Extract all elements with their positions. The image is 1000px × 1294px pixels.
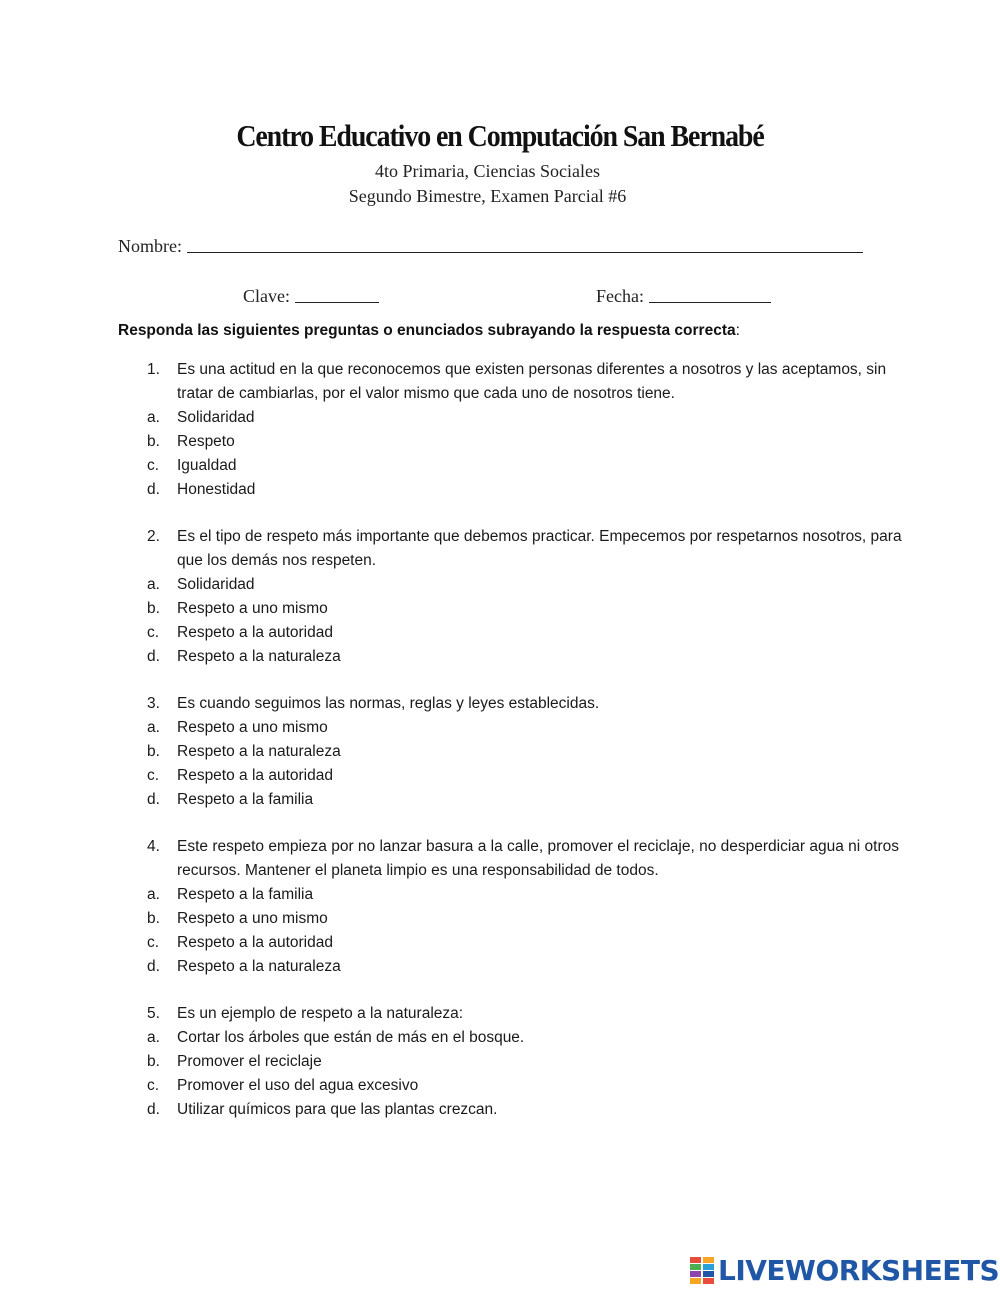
subtitle-grade-subject: 4to Primaria, Ciencias Sociales xyxy=(375,161,600,181)
nombre-label: Nombre: xyxy=(118,236,182,256)
option-text[interactable]: Respeto a la autoridad xyxy=(177,934,333,951)
option-letter: d. xyxy=(147,648,160,665)
fecha-blank-line[interactable] xyxy=(649,284,771,303)
answer-option[interactable] xyxy=(147,573,907,597)
option-letter: a. xyxy=(147,719,160,736)
option-text[interactable]: Respeto a la naturaleza xyxy=(177,958,341,975)
answer-option[interactable] xyxy=(147,454,907,478)
answer-option[interactable] xyxy=(147,788,907,812)
option-letter: d. xyxy=(147,481,160,498)
option-text[interactable]: Solidaridad xyxy=(177,409,255,426)
answer-option[interactable] xyxy=(147,883,907,907)
option-letter: d. xyxy=(147,1101,160,1118)
option-text[interactable]: Respeto a la autoridad xyxy=(177,624,333,641)
instructions-colon: : xyxy=(735,322,740,339)
question-2 xyxy=(147,525,907,669)
answer-option[interactable] xyxy=(147,478,907,502)
option-letter: b. xyxy=(147,743,160,760)
option-text[interactable]: Promover el uso del agua excesivo xyxy=(177,1077,419,1094)
option-letter: c. xyxy=(147,1077,160,1094)
fecha-field[interactable] xyxy=(596,284,771,307)
option-text[interactable]: Cortar los árboles que están de más en el bosque. xyxy=(177,1029,525,1046)
option-text[interactable]: Respeto a uno mismo xyxy=(177,600,328,617)
option-letter: a. xyxy=(147,576,160,593)
option-letter: a. xyxy=(147,886,160,903)
question-stem xyxy=(147,358,907,406)
liveworksheets-wordmark: LIVEWORKSHEETS xyxy=(718,1254,1000,1287)
answer-option[interactable] xyxy=(147,597,907,621)
answer-option[interactable] xyxy=(147,430,907,454)
option-text[interactable]: Respeto a la naturaleza xyxy=(177,743,341,760)
option-text[interactable]: Utilizar químicos para que las plantas crezcan. xyxy=(177,1101,498,1118)
question-number: 3. xyxy=(147,695,160,712)
answer-option[interactable] xyxy=(147,1026,907,1050)
option-letter: d. xyxy=(147,958,160,975)
question-number: 4. xyxy=(147,838,160,855)
question-number: 5. xyxy=(147,1005,160,1022)
question-stem xyxy=(147,525,907,573)
question-text: Es cuando seguimos las normas, reglas y leyes establecidas. xyxy=(177,695,600,712)
answer-option[interactable] xyxy=(147,955,907,979)
option-text[interactable]: Igualdad xyxy=(177,457,237,474)
question-text: Este respeto empieza por no lanzar basura a la calle, promover el reciclaje, no desperdiciar agua ni otros recursos. Mantener el planeta limpio es una responsabilidad de todos. xyxy=(177,838,899,879)
option-text[interactable]: Respeto a la familia xyxy=(177,791,314,808)
fecha-label: Fecha: xyxy=(596,286,644,306)
question-number: 1. xyxy=(147,361,160,378)
question-number: 2. xyxy=(147,528,160,545)
option-letter: a. xyxy=(147,1029,160,1046)
answer-option[interactable] xyxy=(147,1050,907,1074)
option-text[interactable]: Respeto a uno mismo xyxy=(177,910,328,927)
answer-option[interactable] xyxy=(147,621,907,645)
answer-option[interactable] xyxy=(147,907,907,931)
option-letter: c. xyxy=(147,457,160,474)
subtitle-exam: Segundo Bimestre, Examen Parcial #6 xyxy=(348,186,627,206)
option-letter: b. xyxy=(147,600,160,617)
question-5 xyxy=(147,1002,907,1122)
liveworksheets-logo xyxy=(690,1254,999,1287)
clave-label: Clave: xyxy=(243,286,290,306)
question-text: Es un ejemplo de respeto a la naturaleza: xyxy=(177,1005,464,1022)
answer-option[interactable] xyxy=(147,716,907,740)
option-letter: b. xyxy=(147,910,160,927)
question-stem xyxy=(147,692,907,716)
document-title: Centro Educativo en Computación San Bernabé xyxy=(236,118,764,153)
question-stem xyxy=(147,1002,907,1026)
liveworksheets-badge-icon xyxy=(690,1257,714,1285)
answer-option[interactable] xyxy=(147,740,907,764)
option-letter: c. xyxy=(147,767,160,784)
option-letter: a. xyxy=(147,409,160,426)
question-text: Es el tipo de respeto más importante que debemos practicar. Empecemos por respetarnos nosotros, para que los demás nos respeten. xyxy=(177,528,902,569)
option-text[interactable]: Honestidad xyxy=(177,481,256,498)
question-list xyxy=(147,358,907,1145)
answer-option[interactable] xyxy=(147,645,907,669)
option-text[interactable]: Respeto a la naturaleza xyxy=(177,648,341,665)
option-text[interactable]: Respeto xyxy=(177,433,235,450)
option-text[interactable]: Respeto a la familia xyxy=(177,886,314,903)
option-text[interactable]: Respeto a uno mismo xyxy=(177,719,328,736)
question-text: Es una actitud en la que reconocemos que existen personas diferentes a nosotros y las aceptamos, sin tratar de cambiarlas, por el valor mismo que cada uno de nosotros tiene. xyxy=(177,361,887,402)
clave-field[interactable] xyxy=(243,284,379,307)
question-4 xyxy=(147,835,907,979)
answer-option[interactable] xyxy=(147,1098,907,1122)
option-letter: b. xyxy=(147,433,160,450)
question-3 xyxy=(147,692,907,812)
clave-blank-line[interactable] xyxy=(295,284,379,303)
option-text[interactable]: Promover el reciclaje xyxy=(177,1053,322,1070)
option-letter: d. xyxy=(147,791,160,808)
instructions-text: Responda las siguientes preguntas o enunciados subrayando la respuesta correcta xyxy=(118,322,736,339)
answer-option[interactable] xyxy=(147,764,907,788)
option-letter: c. xyxy=(147,624,160,641)
nombre-field[interactable] xyxy=(118,234,863,257)
option-text[interactable]: Solidaridad xyxy=(177,576,255,593)
option-letter: b. xyxy=(147,1053,160,1070)
option-text[interactable]: Respeto a la autoridad xyxy=(177,767,333,784)
nombre-blank-line[interactable] xyxy=(187,234,863,253)
answer-option[interactable] xyxy=(147,1074,907,1098)
answer-option[interactable] xyxy=(147,931,907,955)
option-letter: c. xyxy=(147,934,160,951)
instructions xyxy=(118,322,740,340)
answer-option[interactable] xyxy=(147,406,907,430)
question-stem xyxy=(147,835,907,883)
question-1 xyxy=(147,358,907,502)
